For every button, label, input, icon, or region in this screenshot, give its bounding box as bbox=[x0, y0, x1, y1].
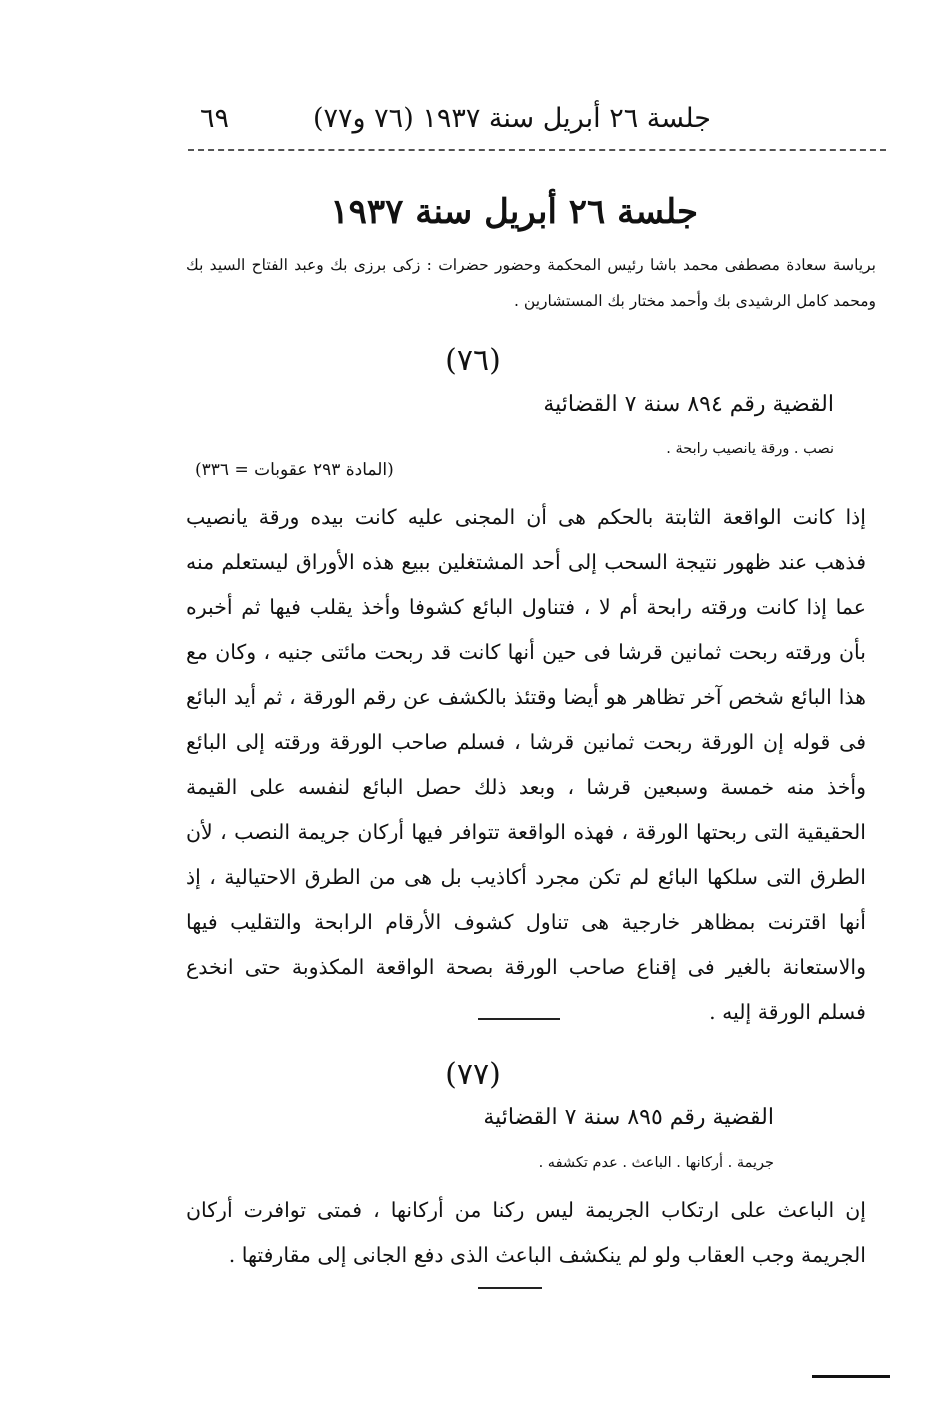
header-rule bbox=[188, 149, 886, 151]
case-77-body: إن الباعث على ارتكاب الجريمة ليس ركنا من أركانها ، فمتى توافرت أركان الجريمة وجب العقاب ولو لم ينكشف الباعث الذى دفع الجانى إلى مقارفتها . bbox=[186, 1198, 866, 1267]
case-76-number: (٧٦) bbox=[445, 343, 501, 378]
case-77-number: (٧٧) bbox=[445, 1057, 501, 1092]
case-76-title: القضية رقم ٨٩٤ سنة ٧ القضائية bbox=[543, 392, 834, 417]
case-77-tags: جريمة . أركانها . الباعث . عدم تكشفه . bbox=[538, 1155, 774, 1171]
footer-rule bbox=[812, 1375, 890, 1378]
case-76-separator bbox=[478, 1018, 560, 1020]
case-76-tags: نصب . ورقة يانصيب رابحة . bbox=[666, 441, 834, 457]
presidency-note: برياسة سعادة مصطفى محمد باشا رئيس المحكمة وحضور حضرات : زكى برزى بك وعبد الفتاح السيد بك ومحمد كامل الرشيدى بك وأحمد مختار بك المستشارين . bbox=[186, 256, 876, 310]
case-77-title: القضية رقم ٨٩٥ سنة ٧ القضائية bbox=[483, 1105, 774, 1130]
case-76-body: إذا كانت الواقعة الثابتة بالحكم هى أن المجنى عليه كانت بيده ورقة يانصيب فذهب عند ظهور نتيجة السحب إلى أحد المشتغلين ببيع هذه الأوراق ليستعلم منه عما إذا كانت ورقته رابحة أم لا ، فتناول البائع كشوفا وأخذ يقلب فيها ثم أخبره بأن ورقته ربحت ثمانين قرشا فى حين أنها كانت قد ربحت مائتى جنيه ، وكان مع هذا البائع شخص آخر تظاهر هو أيضا وقتئذ بالكشف عن رقم الورقة ، ثم أيد البائع فى قوله إن الورقة ربحت ثمانين قرشا ، فسلم صاحب الورقة ورقته إلى البائع وأخذ منه خمسة وسبعين قرشا ، وبعد ذلك حصل البائع لنفسه على القيمة الحقيقية التى ربحتها الورقة ، فهذه الواقعة تتوافر فيها أركان جريمة النصب ، لأن الطرق التى سلكها البائع لم تكن مجرد أكاذيب بل هى من الطرق الاحتيالية ، إذ أنها اقترنت بمظاهر خارجية هى تناول كشوف الأرقام الرابحة والتقليب فيها والاستعانة بالغير فى إقناع صاحب الورقة بصحة الواقعة المكذوبة حتى انخدع فسلم الورقة إليه . bbox=[186, 505, 866, 1024]
session-title: جلسة ٢٦ أبريل سنة ١٩٣٧ bbox=[330, 192, 698, 232]
page-number: ٦٩ bbox=[200, 103, 230, 134]
case-76-article-ref: (المادة ٢٩٣ عقوبات = ٣٣٦) bbox=[195, 460, 394, 480]
running-header: جلسة ٢٦ أبريل سنة ١٩٣٧ (٧٦ و٧٧) bbox=[312, 103, 711, 134]
case-77-separator bbox=[478, 1287, 542, 1289]
